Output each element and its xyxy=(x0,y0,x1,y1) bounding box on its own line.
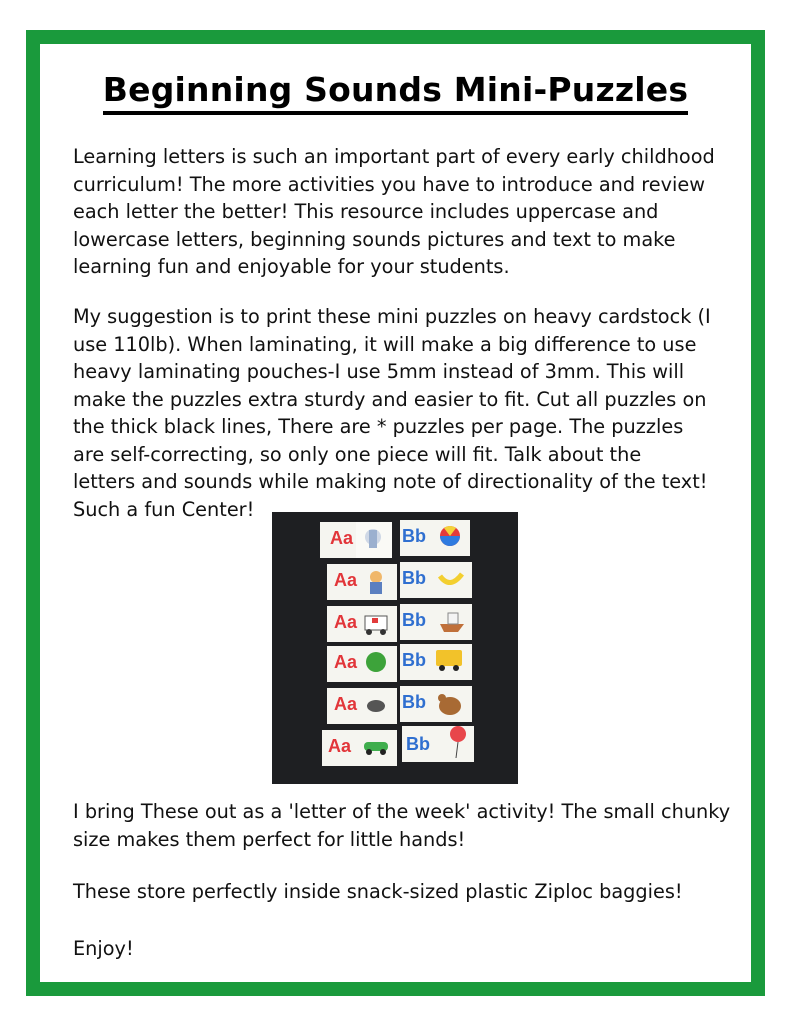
letter-b-3: Bb xyxy=(402,610,426,630)
storage-paragraph: These store perfectly inside snack-sized plastic Ziploc baggies! xyxy=(73,880,683,903)
letter-a-6: Aa xyxy=(328,736,352,756)
activity-paragraph: I bring These out as a 'letter of the week' activity! The small chunky size makes them perfect for little hands! xyxy=(73,800,731,851)
page-title-text: Beginning Sounds Mini-Puzzles xyxy=(103,70,688,115)
letter-a-1: Aa xyxy=(330,528,354,548)
letter-a-3: Aa xyxy=(334,612,358,632)
puzzle-photo xyxy=(272,512,518,784)
letter-a-2: Aa xyxy=(334,570,358,590)
letter-b-2: Bb xyxy=(402,568,426,588)
letter-b-1: Bb xyxy=(402,526,426,546)
page-title xyxy=(0,70,791,115)
letter-b-4: Bb xyxy=(402,650,426,670)
letter-b-5: Bb xyxy=(402,692,426,712)
intro-paragraph: Learning letters is such an important part of every early childhood curriculum! The more activities you have to introduce and review each letter the better! This resource includes uppercase and lowercase letters, beginning sounds pictures and text to make learning fun and enjoyable for your students. xyxy=(73,145,715,278)
letter-a-4: Aa xyxy=(334,652,358,672)
letter-a-5: Aa xyxy=(334,694,358,714)
puzzle-photo-svg xyxy=(272,512,518,784)
closing-text: Enjoy! xyxy=(73,937,134,960)
suggestion-paragraph: My suggestion is to print these mini puzzles on heavy cardstock (I use 110lb). When laminating, it will make a big difference to use heavy laminating pouches-I use 5mm instead of 3mm. This will make the puzzles extra sturdy and easier to fit. Cut all puzzles on the thick black lines, There are * puzzles per page. The puzzles are self-correcting, so only one piece will fit. Talk about the letters and sounds while making note of directionality of the text! Such a fun Center! xyxy=(73,305,711,521)
letter-b-6: Bb xyxy=(406,734,430,754)
